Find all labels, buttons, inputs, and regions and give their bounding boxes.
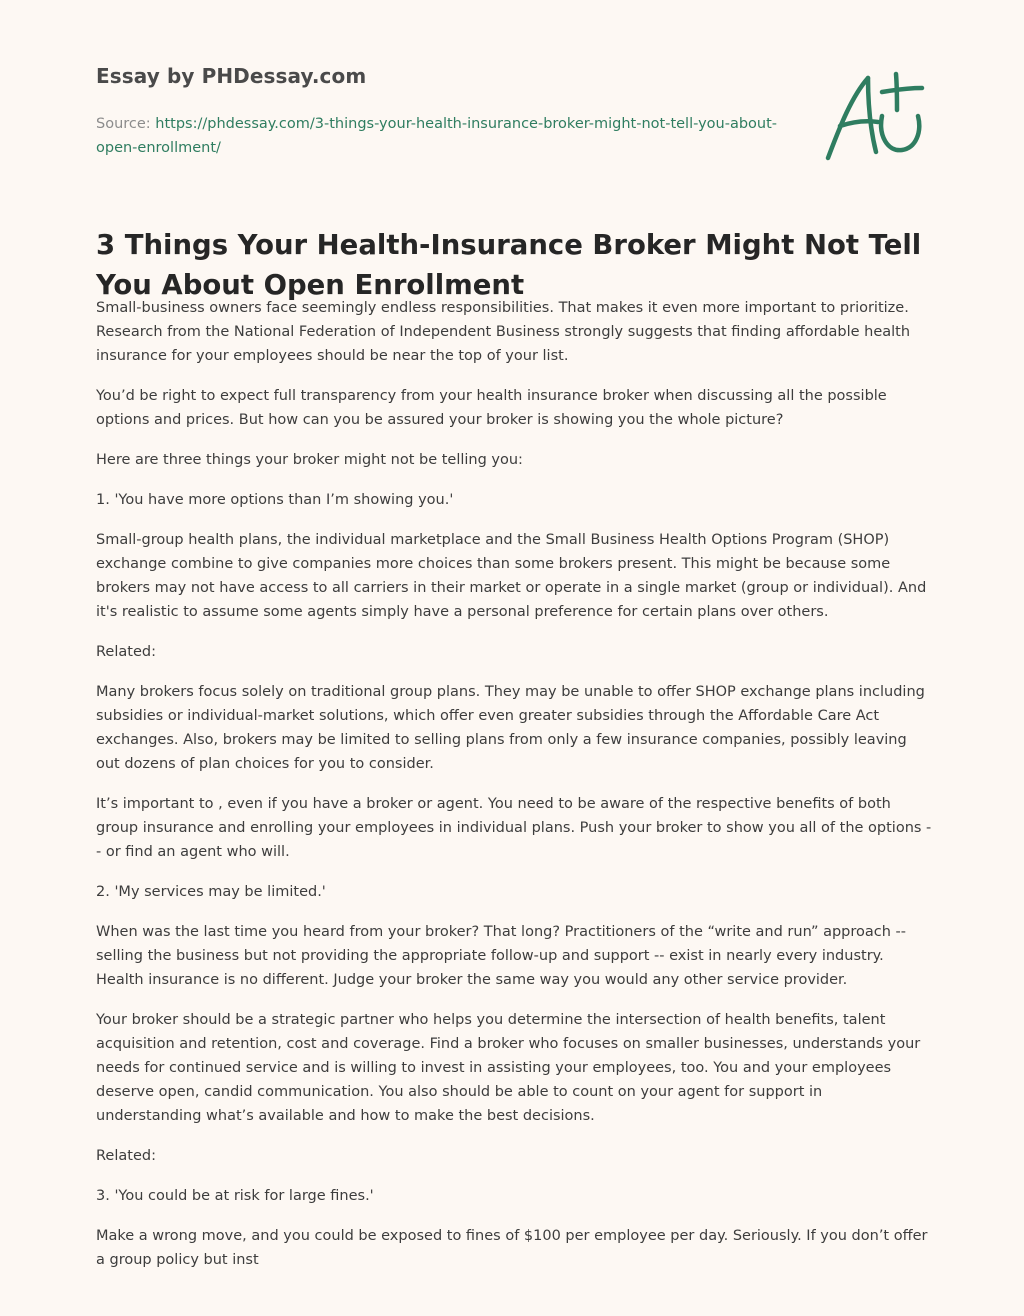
section-heading: 1. 'You have more options than I’m showing you.'	[96, 492, 454, 508]
source-label: Source:	[96, 116, 151, 132]
paragraph: Make a wrong move, and you could be exposed to fines of $100 per employee per day. Seriously. If you don’t offer a group policy but inst	[96, 1228, 928, 1268]
section-heading: 2. 'My services may be limited.'	[96, 884, 326, 900]
paragraph: Small-group health plans, the individual marketplace and the Small Business Health Options Program (SHOP) exchange combine to give companies more choices than some brokers present. This might be because some brokers may not have access to all carriers in their market or operate in a single market (group or individual). And it's realistic to assume some agents simply have a personal preference for certain plans over others.	[96, 532, 927, 620]
article-title: 3 Things Your Health-Insurance Broker Might Not Tell You About Open Enrollment	[96, 229, 922, 301]
source-link[interactable]: https://phdessay.com/3-things-your-health-insurance-broker-might-not-tell-you-about-open-enrollment/	[96, 116, 778, 156]
source-line	[96, 112, 786, 160]
paragraph: Your broker should be a strategic partner who helps you determine the intersection of health benefits, talent acquisition and retention, cost and coverage. Find a broker who focuses on smaller businesses, understands your needs for continued service and is willing to invest in assisting your employees, too. You and your employees deserve open, candid communication. You also should be able to count on your agent for support in understanding what’s available and how to make the best decisions.	[96, 1012, 921, 1124]
paragraph: Here are three things your broker might not be telling you:	[96, 452, 523, 468]
paragraph: When was the last time you heard from your broker? That long? Practitioners of the “write and run” approach -- selling the business but not providing the appropriate follow-up and support -- exist in nearly every industry. Health insurance is no different. Judge your broker the same way you would any other service provider.	[96, 924, 907, 988]
a-plus-grade-logo	[818, 66, 930, 166]
paragraph: Many brokers focus solely on traditional group plans. They may be unable to offer SHOP exchange plans including subsidies or individual-market solutions, which offer even greater subsidies through the Affordable Care Act exchanges. Also, brokers may be limited to selling plans from only a few insurance companies, possibly leaving out dozens of plan choices for you to consider.	[96, 684, 925, 772]
section-heading: 3. 'You could be at risk for large fines.'	[96, 1188, 374, 1204]
paragraph: You’d be right to expect full transparency from your health insurance broker when discussing all the possible options and prices. But how can you be assured your broker is showing you the whole picture?	[96, 388, 887, 428]
related-label: Related:	[96, 1148, 156, 1164]
related-label: Related:	[96, 644, 156, 660]
article-body	[96, 296, 932, 1288]
site-name: Essay by PHDessay.com	[96, 64, 367, 88]
paragraph: Small-business owners face seemingly endless responsibilities. That makes it even more important to prioritize. Research from the National Federation of Independent Business strongly suggests that finding affordable health insurance for your employees should be near the top of your list.	[96, 300, 911, 364]
paragraph: It’s important to , even if you have a broker or agent. You need to be aware of the respective benefits of both group insurance and enrolling your employees in individual plans. Push your broker to show you all of the options -- or find an agent who will.	[96, 796, 932, 860]
